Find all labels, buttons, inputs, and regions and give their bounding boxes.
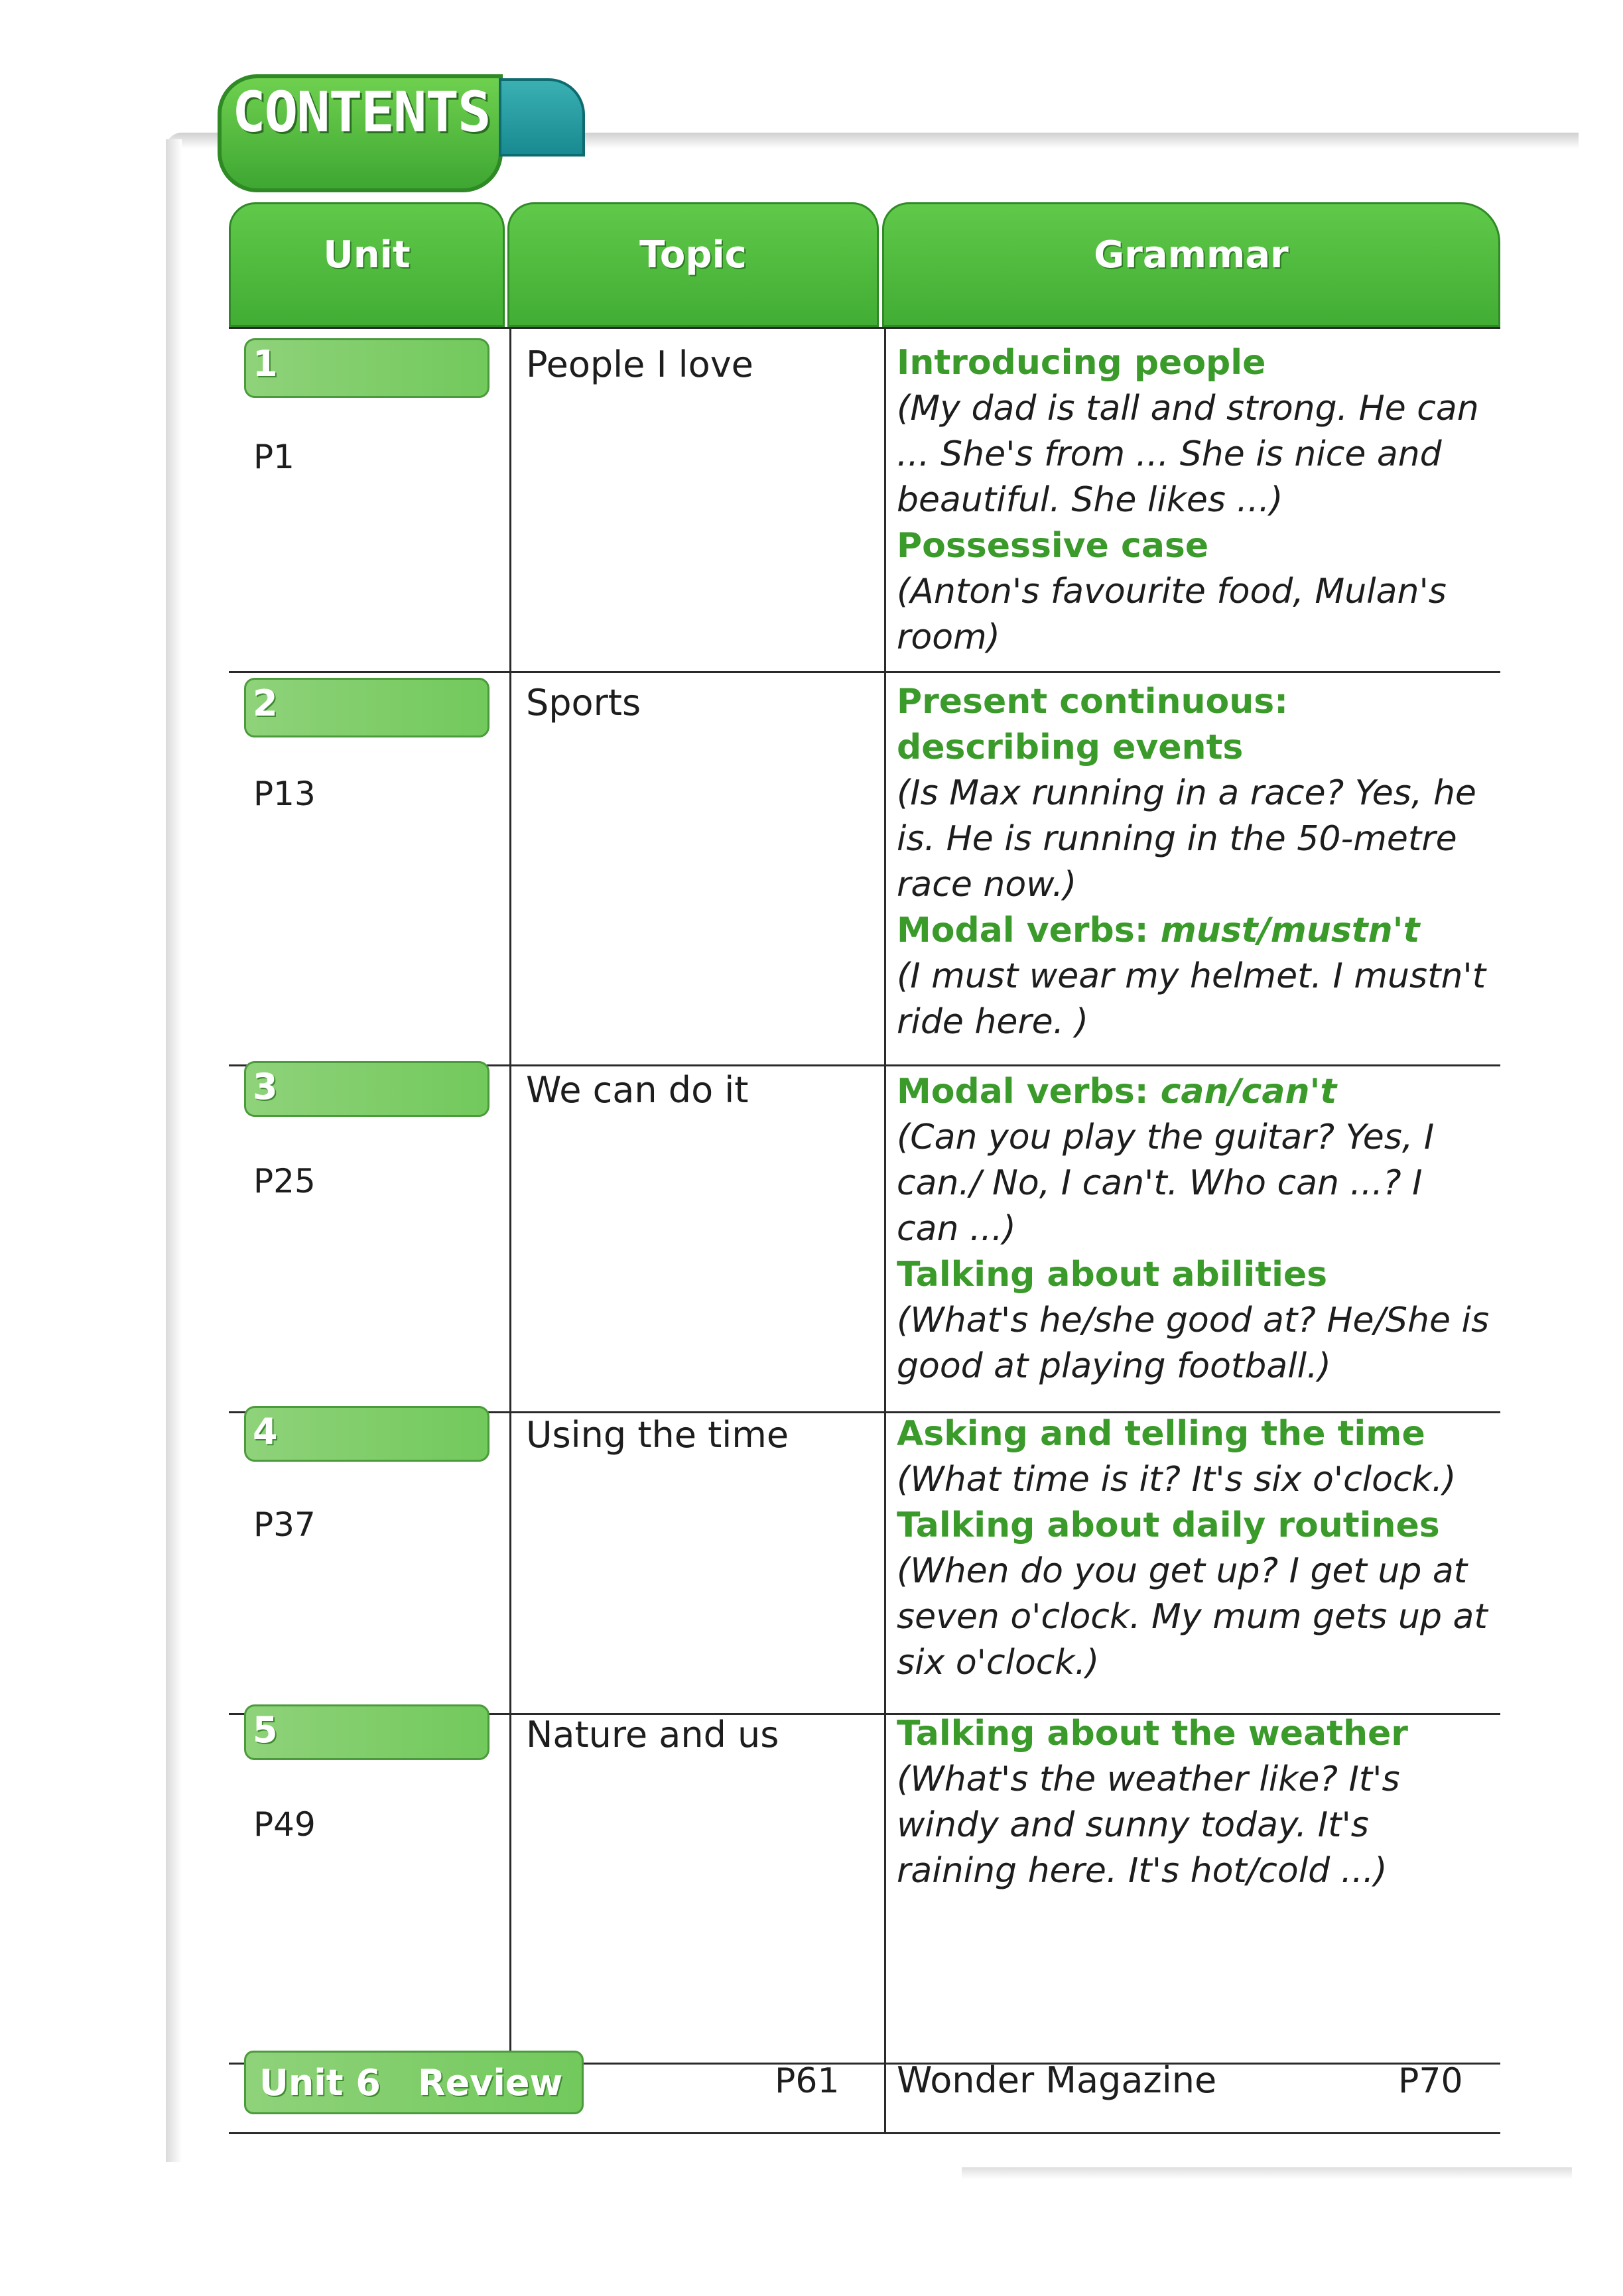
column-divider (509, 327, 511, 2068)
unit-topic: Using the time (526, 1414, 789, 1456)
magazine-page: P70 (1398, 2061, 1463, 2101)
unit-badge (244, 338, 489, 398)
column-divider (884, 327, 886, 2134)
row-divider (229, 327, 1500, 329)
unit-topic: Nature and us (526, 1714, 779, 1755)
header-topic: Topic (507, 202, 879, 327)
row-divider (229, 671, 1500, 673)
unit-topic: Sports (526, 682, 641, 724)
grammar-heading (897, 1069, 1494, 1115)
unit-grammar (897, 1711, 1494, 1894)
header-unit: Unit (229, 202, 505, 327)
review-label: Review (418, 2061, 563, 2104)
grammar-example: (Is Max running in a race? Yes, he is. He is running in the 50-metre race now.) (897, 773, 1476, 905)
grammar-example: (I must wear my helmet. I mustn't ride here. ) (897, 956, 1486, 1042)
grammar-example: (What's the weather like? It's windy and sunny today. It's raining here. It's hot/cold ...) (897, 1759, 1400, 1891)
grammar-heading: Asking and telling the time (897, 1414, 1425, 1454)
unit-grammar (897, 679, 1494, 1045)
unit-topic: People I love (526, 344, 753, 385)
unit-badge (244, 1406, 489, 1462)
unit-grammar (897, 340, 1494, 661)
grammar-heading: Present continuous: describing events (897, 682, 1289, 767)
header-grammar: Grammar (882, 202, 1500, 327)
grammar-heading: Talking about daily routines (897, 1505, 1440, 1545)
grammar-heading-italic: must/mustn't (1160, 911, 1420, 950)
magazine-label: Wonder Magazine (897, 2059, 1217, 2101)
grammar-heading-text: Modal verbs: (897, 911, 1149, 950)
unit-grammar (897, 1069, 1494, 1389)
unit-number: 2 (253, 682, 278, 724)
unit-number: 1 (253, 343, 278, 385)
unit-page: P1 (253, 438, 294, 476)
unit-page: P49 (253, 1805, 316, 1844)
review-unit-label: Unit 6 (259, 2061, 381, 2104)
grammar-example: (When do you get up? I get up at seven o'clock. My mum gets up at six o'clock.) (897, 1551, 1488, 1683)
grammar-example: (Anton's favourite food, Mulan's room) (897, 572, 1447, 657)
page-shadow-bottom (962, 2167, 1572, 2179)
grammar-example: (My dad is tall and strong. He can ... She's from ... She is nice and beautiful. She likes ...) (897, 389, 1479, 520)
grammar-heading-text: Modal verbs: (897, 1072, 1149, 1112)
unit-number: 5 (253, 1709, 278, 1751)
grammar-example: (Can you play the guitar? Yes, I can./ No, I can't. Who can ...? I can ...) (897, 1117, 1435, 1249)
unit-page: P37 (253, 1505, 316, 1544)
title-tab-decoration (499, 78, 585, 157)
page-title: CONTENTS (232, 80, 490, 145)
unit-number: 3 (253, 1066, 278, 1108)
unit-page: P25 (253, 1162, 316, 1200)
grammar-heading: Introducing people (897, 343, 1266, 383)
review-page: P61 (775, 2061, 840, 2101)
unit-page: P13 (253, 775, 316, 813)
review-badge (244, 2051, 584, 2114)
unit-number: 4 (253, 1411, 278, 1452)
grammar-heading (897, 908, 1494, 954)
page-shadow-left (166, 139, 182, 2162)
grammar-heading: Talking about abilities (897, 1255, 1328, 1295)
grammar-example: (What time is it? It's six o'clock.) (897, 1460, 1457, 1499)
unit-badge (244, 1061, 489, 1117)
grammar-example: (What's he/she good at? He/She is good at playing football.) (897, 1301, 1490, 1386)
unit-badge (244, 1704, 489, 1760)
unit-badge (244, 678, 489, 737)
unit-grammar (897, 1411, 1494, 1686)
row-divider (229, 2132, 1500, 2134)
grammar-heading: Possessive case (897, 526, 1209, 566)
unit-topic: We can do it (526, 1069, 749, 1111)
grammar-heading-italic: can/can't (1160, 1072, 1337, 1112)
grammar-heading: Talking about the weather (897, 1714, 1408, 1754)
